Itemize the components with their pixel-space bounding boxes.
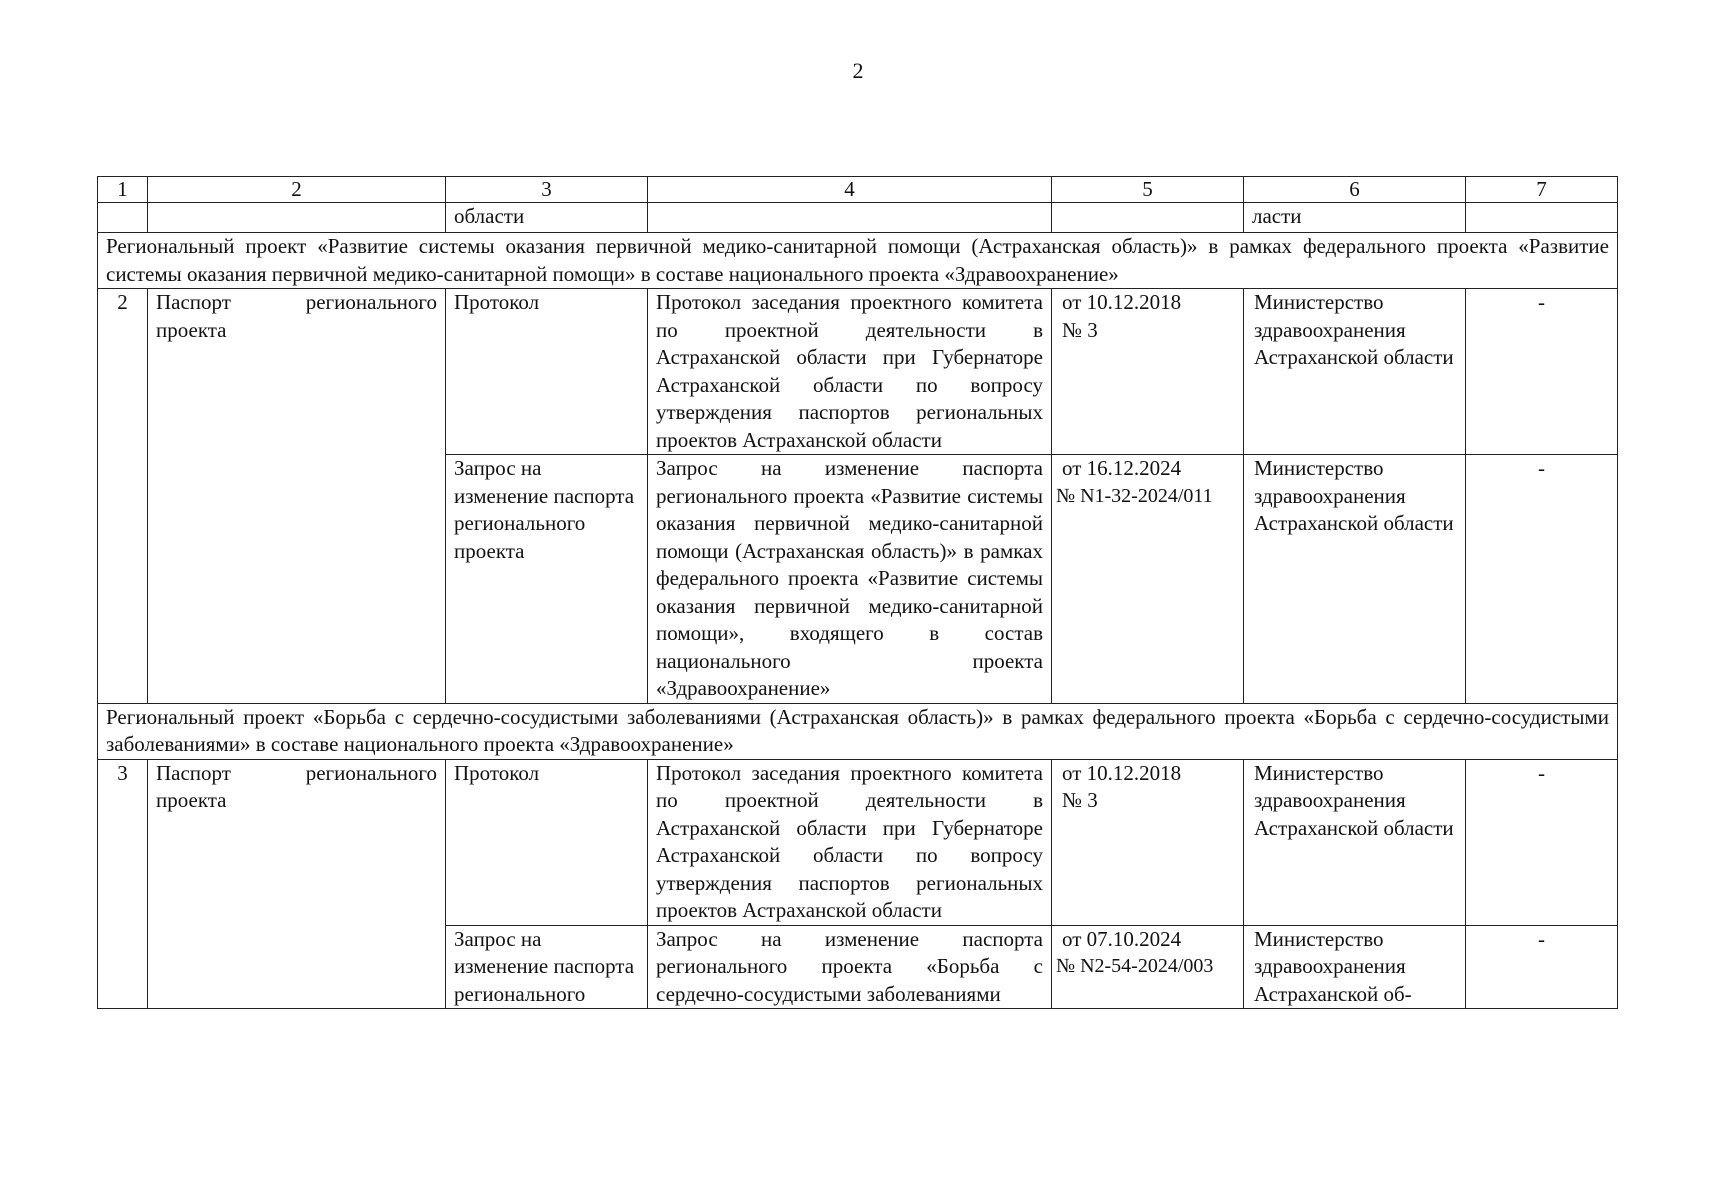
- note-cell: -: [1466, 455, 1618, 704]
- table-row: [98, 759, 1618, 925]
- header-cell: 6: [1244, 177, 1466, 203]
- page-number: 2: [852, 58, 864, 83]
- header-cell: 7: [1466, 177, 1618, 203]
- continuation-cell-col6: ласти: [1244, 203, 1466, 233]
- document-table: [97, 176, 1618, 1009]
- row-number: 2: [98, 289, 148, 704]
- doc-name-cell: Запрос на изменение паспорта регионального проекта «Борьба с сердечно-сосудистыми заболеваниями: [648, 925, 1052, 1009]
- doc-name-cell: Протокол заседания проектного комитета по проектной деятельности в Астраханской области при Губернаторе Астраханской области по вопросу утверждения паспортов региональных проектов Астраханской области: [648, 289, 1052, 455]
- doc-number: № 3: [1062, 317, 1098, 342]
- date-cell: [1052, 289, 1244, 455]
- row-number: 3: [98, 759, 148, 1009]
- authority-cell: Министерство здравоохранения Астраханской об-: [1244, 925, 1466, 1009]
- header-cell: 1: [98, 177, 148, 203]
- doc-number: № N2-54-2024/003: [1056, 955, 1214, 977]
- date-cell: [1052, 759, 1244, 925]
- doc-type-cell: Запрос на изменение паспорта регионального проекта: [446, 455, 648, 704]
- note-cell: -: [1466, 925, 1618, 1009]
- doc-number: № N1-32-2024/011: [1056, 484, 1213, 507]
- authority-cell: Министерство здравоохранения Астраханской области: [1244, 289, 1466, 455]
- doc-type-cell: Протокол: [446, 289, 648, 455]
- header-cell: 5: [1052, 177, 1244, 203]
- table-row: [98, 289, 1618, 455]
- doc-number: № 3: [1062, 788, 1098, 812]
- doc-date: от 07.10.2024: [1062, 926, 1182, 951]
- doc-date: от 16.12.2024: [1062, 456, 1182, 480]
- table-header-row: [98, 177, 1618, 203]
- doc-name-cell: Запрос на изменение паспорта регионального проекта «Развитие системы оказания первичной медико-санитарной помощи (Астраханская область)» в рамках федерального проекта «Развитие системы оказания первичной медико-санитарной помощи», входящего в состав национального проекта «Здравоохранение»: [648, 455, 1052, 704]
- header-cell: 3: [446, 177, 648, 203]
- continuation-row: [98, 203, 1618, 233]
- doc-date: от 10.12.2018: [1062, 760, 1182, 785]
- note-cell: -: [1466, 289, 1618, 455]
- authority-cell: Министерство здравоохранения Астраханской области: [1244, 455, 1466, 704]
- authority-cell: Министерство здравоохранения Астраханской области: [1244, 759, 1466, 925]
- doc-date: от 10.12.2018: [1062, 290, 1182, 314]
- date-cell: [1052, 455, 1244, 704]
- section-title: Региональный проект «Борьба с сердечно-сосудистыми заболеваниями (Астраханская область)» в рамках федерального проекта «Борьба с сердечно-сосудистыми заболеваниями» в составе национального проекта «Здравоохранение»: [98, 703, 1618, 759]
- header-cell: 4: [648, 177, 1052, 203]
- doc-type-cell: Запрос на изменение паспорта регионального: [446, 925, 648, 1009]
- header-cell: 2: [148, 177, 446, 203]
- section-title: Региональный проект «Развитие системы оказания первичной медико-санитарной помощи (Астраханская область)» в рамках федерального проекта «Развитие системы оказания первичной медико-санитарной помощи» в составе национального проекта «Здравоохранение»: [98, 233, 1618, 289]
- continuation-cell-col3: области: [446, 203, 648, 233]
- section-title-row: [98, 703, 1618, 759]
- object-cell: Паспорт регионального проекта: [148, 289, 446, 704]
- doc-name-cell: Протокол заседания проектного комитета по проектной деятельности в Астраханской области при Губернаторе Астраханской области по вопросу утверждения паспортов региональных проектов Астраханской области: [648, 759, 1052, 925]
- doc-type-cell: Протокол: [446, 759, 648, 925]
- date-cell: [1052, 925, 1244, 1009]
- object-cell: Паспорт регионального проекта: [148, 759, 446, 1009]
- section-title-row: [98, 233, 1618, 289]
- note-cell: -: [1466, 759, 1618, 925]
